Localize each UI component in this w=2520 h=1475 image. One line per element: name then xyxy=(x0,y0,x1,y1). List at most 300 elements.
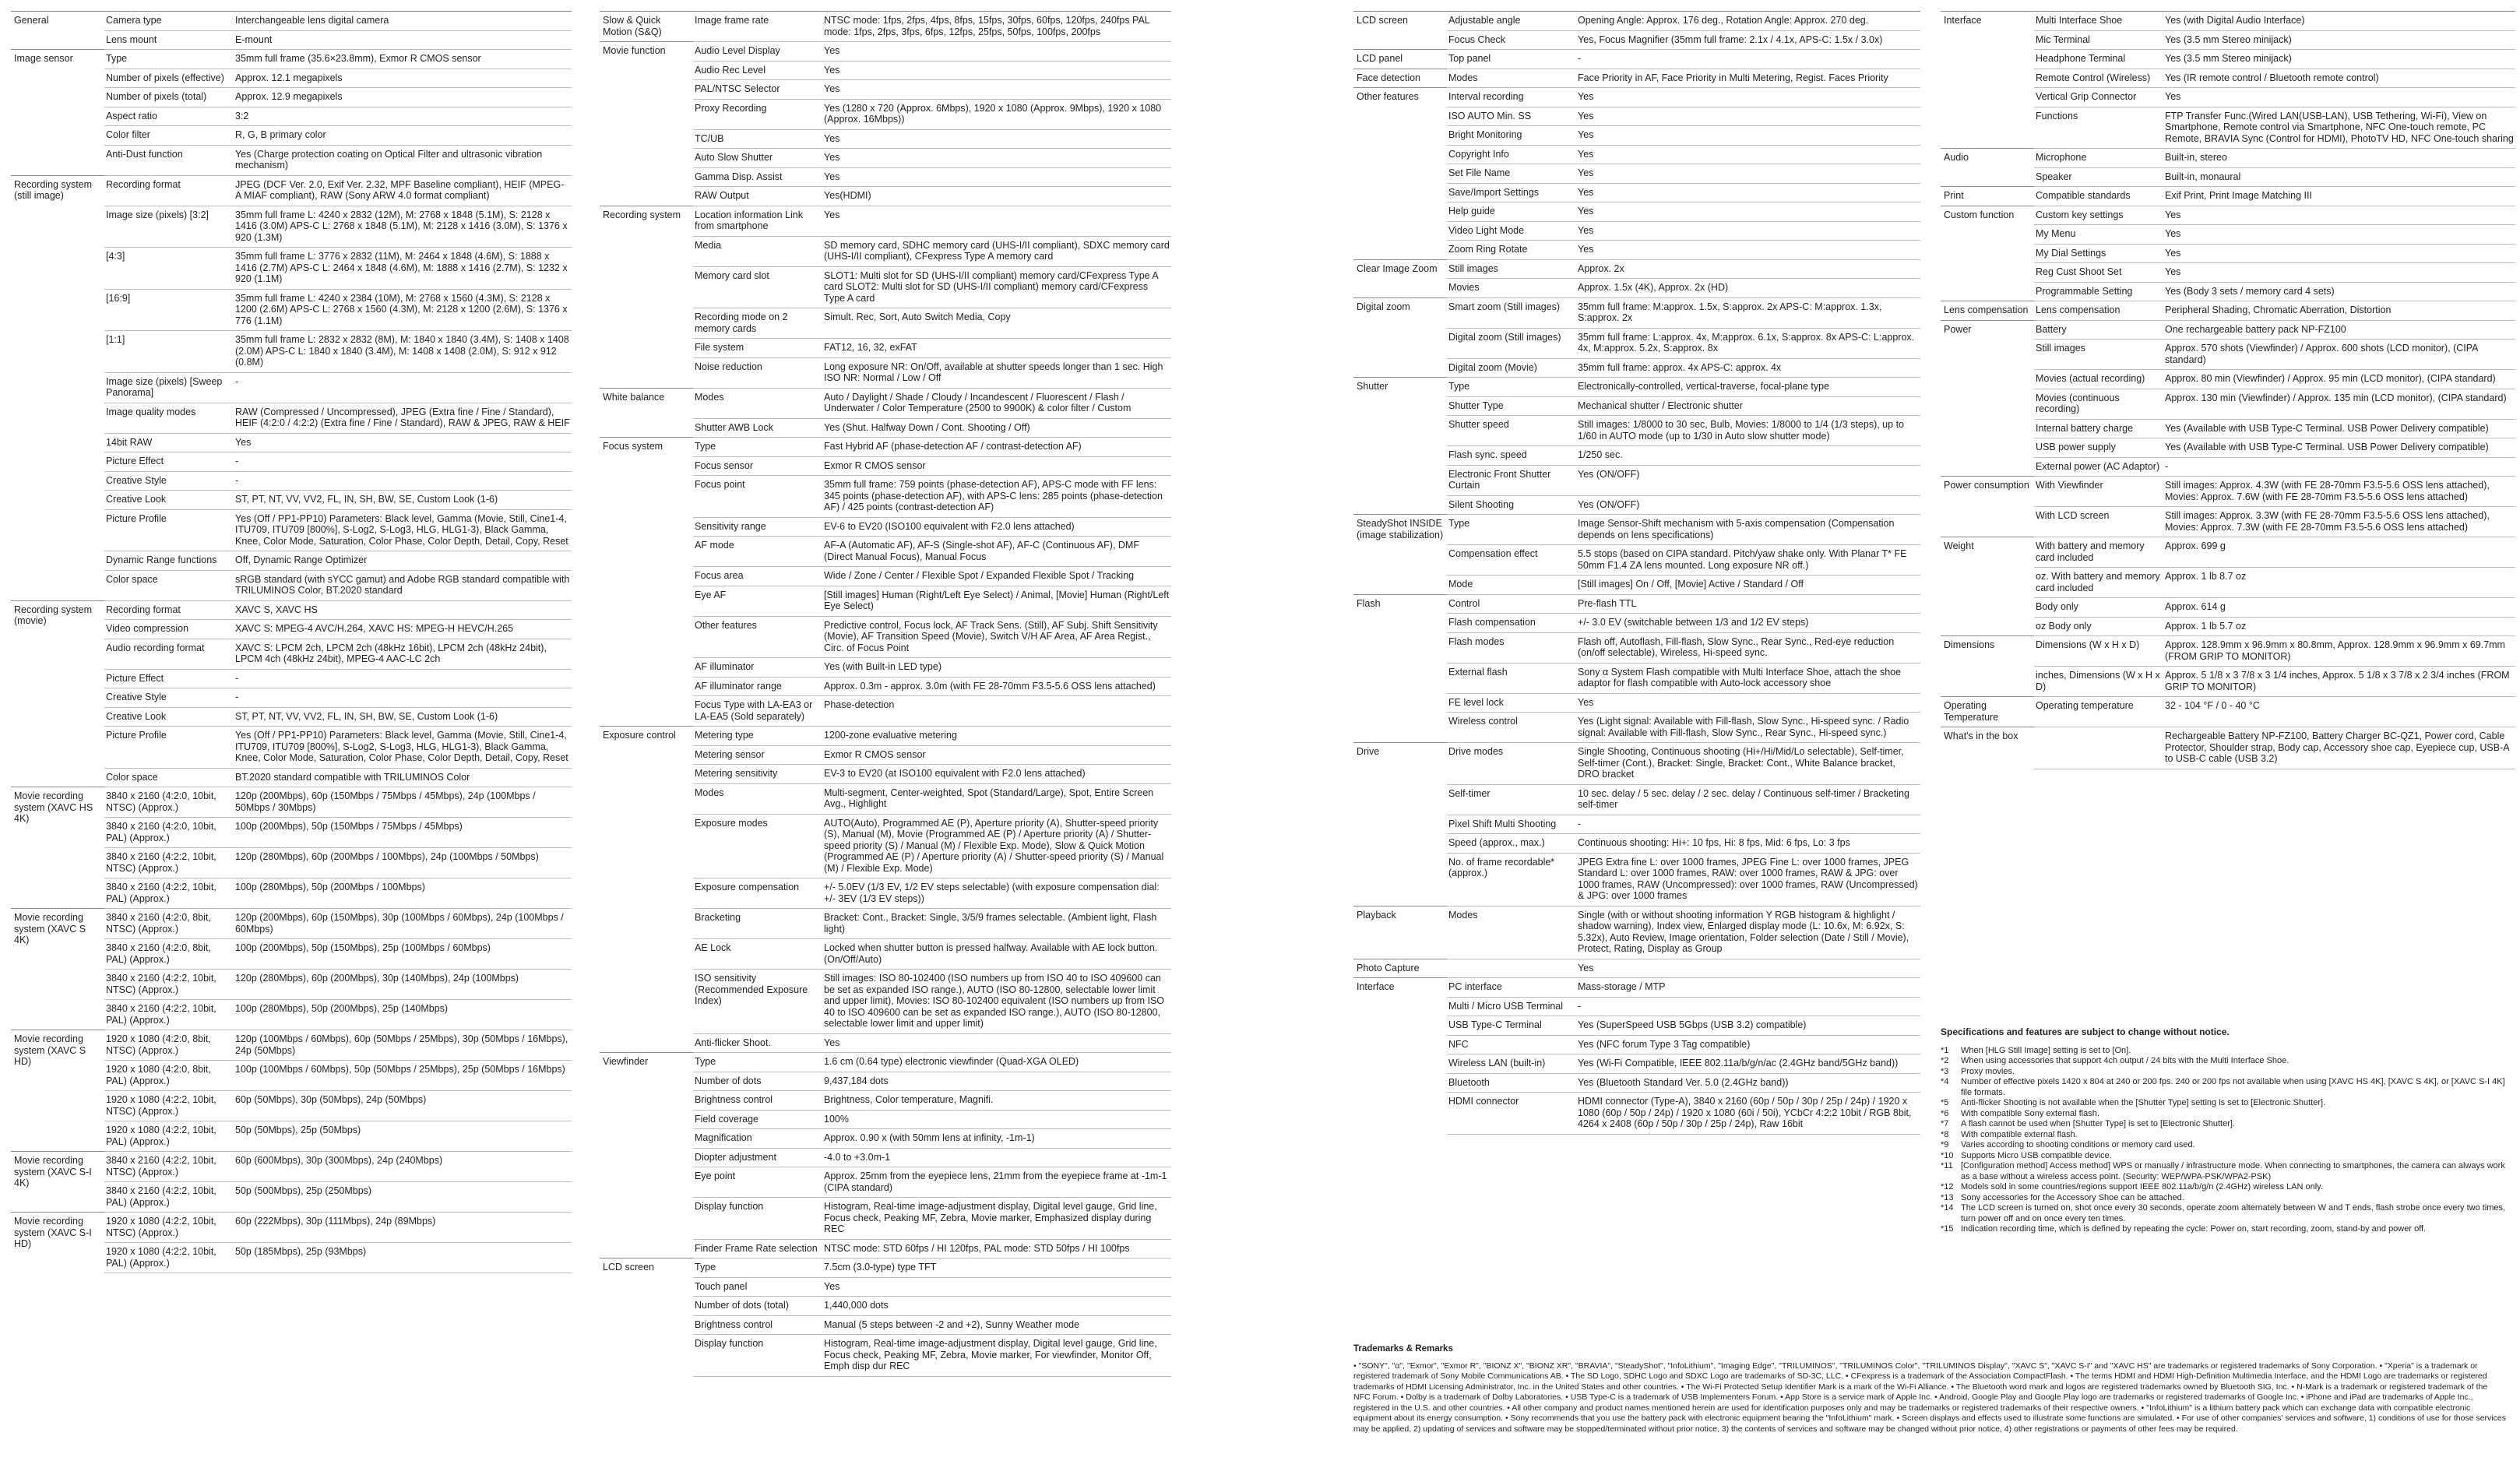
spec-item-label: Focus Type with LA-EA3 or LA-EA5 (Sold separately) xyxy=(693,696,822,727)
spec-item-value: Yes xyxy=(2163,88,2515,107)
footnote-text: Varies according to shooting conditions or memory card used. xyxy=(1961,1140,2195,1149)
spec-item-value: RAW (Compressed / Uncompressed), JPEG (Extra fine / Fine / Standard), HEIF (4:2:0 / 4:2:2) (Extra fine / Fine / Standard), RAW & JPEG, RAW & HEIF xyxy=(234,403,572,433)
spec-item-value: Approx. 128.9mm x 96.9mm x 80.8mm, Approx. 128.9mm x 96.9mm x 69.7mm (FROM GRIP TO MONITOR) xyxy=(2163,636,2515,667)
spec-category: Print xyxy=(1941,187,2034,206)
spec-item-label xyxy=(2034,727,2163,769)
footnote-text: Number of effective pixels 1420 x 804 at 240 or 200 fps. 240 or 200 fps not available when using [XAVC HS 4K], [XAVC S 4K], or [XAVC S-I 4K] file formats. xyxy=(1961,1077,2505,1097)
spec-item-label: Copyright Info xyxy=(1447,145,1576,164)
footnote xyxy=(1941,1119,2515,1130)
spec-item-label: Creative Look xyxy=(104,491,234,510)
spec-row xyxy=(11,12,572,31)
spec-item-label: Exposure modes xyxy=(693,814,822,878)
spec-row xyxy=(1941,697,2515,727)
spec-item-label: Modes xyxy=(693,388,822,418)
spec-item-label: 1920 x 1080 (4:2:2, 10bit, PAL) (Approx.) xyxy=(104,1243,234,1273)
spec-item-label: Mode xyxy=(1447,576,1576,595)
spec-item-label: Electronic Front Shutter Curtain xyxy=(1447,465,1576,495)
spec-item-label: Type xyxy=(1447,378,1576,397)
spec-item-value: Approx. 2x xyxy=(1576,259,1920,279)
spec-item-label: External flash xyxy=(1447,663,1576,693)
spec-item-label: Battery xyxy=(2034,320,2163,340)
spec-item-value: Approx. 130 min (Viewfinder) / Approx. 135 min (LCD monitor), (CIPA standard) xyxy=(2163,389,2515,419)
spec-category: White balance xyxy=(600,388,693,438)
spec-item-value: Yes (Light signal: Available with Fill-flash, Slow Sync., Hi-speed sync. / Radio signal: Available with Fill-flash, Slow Sync., Rear Sync., Hi-speed sync.) xyxy=(1576,713,1920,743)
spec-item-label: Recording mode on 2 memory cards xyxy=(693,308,822,339)
spec-column-3 xyxy=(1353,11,1920,1135)
spec-category: Weight xyxy=(1941,537,2034,636)
footnote-text: Supports Micro USB compatible device. xyxy=(1961,1150,2112,1160)
spec-item-label: Mic Terminal xyxy=(2034,30,2163,50)
spec-item-value: +/- 5.0EV (1/3 EV, 1/2 EV steps selectable) (with exposure compensation dial: +/- 3EV (1/3 EV steps)) xyxy=(822,878,1171,909)
spec-item-value: - xyxy=(1576,997,1920,1016)
spec-item-value: Approx. 12.1 megapixels xyxy=(234,69,572,88)
spec-item-label: Smart zoom (Still images) xyxy=(1447,297,1576,328)
spec-item-label: Interval recording xyxy=(1447,88,1576,107)
spec-item-label: Lens compensation xyxy=(2034,301,2163,321)
spec-item-label: My Dial Settings xyxy=(2034,244,2163,263)
spec-row xyxy=(1353,12,1920,31)
spec-item-label: 3840 x 2160 (4:2:0, 10bit, PAL) (Approx.) xyxy=(104,818,234,848)
spec-item-value: 120p (100Mbps / 60Mbps), 60p (50Mbps / 25Mbps), 30p (50Mbps / 16Mbps), 24p (50Mbps) xyxy=(234,1030,572,1061)
spec-item-value: NTSC mode: 1fps, 2fps, 4fps, 8fps, 15fps, 30fps, 60fps, 120fps, 240fps PAL mode: 1fps, 2fps, 3fps, 6fps, 12fps, 25fps, 50fps, 100fps, 200fps xyxy=(822,12,1171,42)
spec-item-value: Yes xyxy=(1576,145,1920,164)
spec-item-label: Metering sensitivity xyxy=(693,765,822,784)
spec-item-value: 100p (280Mbps), 50p (200Mbps), 25p (140Mbps) xyxy=(234,1000,572,1030)
spec-item-label: TC/UB xyxy=(693,129,822,149)
spec-row xyxy=(1941,727,2515,769)
footnote-text: Proxy movies. xyxy=(1961,1066,2015,1076)
spec-category: LCD screen xyxy=(1353,12,1447,50)
spec-item-value: 60p (222Mbps), 30p (111Mbps), 24p (89Mbps) xyxy=(234,1213,572,1243)
spec-item-value: Exmor R CMOS sensor xyxy=(822,745,1171,765)
spec-table xyxy=(600,11,1171,1377)
spec-item-label: Focus Check xyxy=(1447,30,1576,50)
spec-item-label: Diopter adjustment xyxy=(693,1148,822,1167)
spec-item-value: Off, Dynamic Range Optimizer xyxy=(234,551,572,571)
spec-item-value: Yes, Focus Magnifier (35mm full frame: 2.1x / 4.1x, APS-C: 1.5x / 3.0x) xyxy=(1576,30,1920,50)
footnote xyxy=(1941,1077,2515,1098)
spec-item-label: RAW Output xyxy=(693,187,822,206)
spec-row xyxy=(1353,959,1920,978)
spec-item-value: Built-in, stereo xyxy=(2163,149,2515,168)
spec-item-label: Finder Frame Rate selection xyxy=(693,1239,822,1259)
spec-item-label: Functions xyxy=(2034,107,2163,149)
trademarks-text: • "SONY", "α", "Exmor", "Exmor R", "BIONZ X", "BIONZ XR", "BRAVIA", "SteadyShot", "InfoLithium", "Imaging Edge", "TRILUMINOS", "TRILUMINOS Color", "TRILUMINOS Display", "XAVC S", "XAVC S-I" and "XAVC HS" are trademarks or registered trademarks of Sony Corporation. • "Xperia" is a trademark or registered trademark of Sony Mobile Communications AB. • The SD Logo, SDHC Logo and SDXC Logo are trademarks of SD-3C, LLC. • CFexpress is a trademark of the Association CompactFlash. • The terms HDMI and HDMI High-Definition Multimedia Interface, and the HDMI Logo are trademarks or registered trademarks of HDMI Licensing Administrator, Inc. in the United States and other countries. • The Wi-Fi Protected Setup Identifier Mark is a mark of the Wi-Fi Alliance. • The Bluetooth word mark and logos are registered trademarks owned by Bluetooth SIG, Inc. • N-Mark is a trademark or registered trademark of the NFC Forum. • Dolby is a trademark of Dolby Laboratories. • USB Type-C is a trademark of USB Implementers Forum. • App Store is a service mark of Apple Inc. • Android, Google Play and Google Play logo are trademarks or registered trademarks of Google Inc. • iPhone and iPad are trademarks of Apple Inc., registered in the U.S. and other countries. • All other company and product names mentioned herein are used for identification purposes only and may be trademarks or registered trademarks of their respective owners. • "InfoLithium" is a lithium battery pack which can exchange data with compatible electronic equipment about its energy consumption. • Sony recommends that you use the battery pack with electronic equipment bearing the "InfoLithium" mark. • Screen displays and effects used to illustrate some functions are simulated. • For use of other companies' services and software, 1) conditions of use for those services may be applied, 2) updating of services and software may be stopped/terminated without prior notice, 3) the contents of services and software may be changed without prior notice, 4) other registrations or payments of other fees may be required. xyxy=(1353,1361,2506,1434)
spec-item-label: Body only xyxy=(2034,598,2163,618)
spec-item-value: 1,440,000 dots xyxy=(822,1297,1171,1316)
spec-category: Power consumption xyxy=(1941,477,2034,537)
spec-item-value: 10 sec. delay / 5 sec. delay / 2 sec. delay / Continuous self-timer / Bracketing self-timer xyxy=(1576,784,1920,815)
spec-item-value: One rechargeable battery pack NP-FZ100 xyxy=(2163,320,2515,340)
spec-item-label: ISO sensitivity (Recommended Exposure Index) xyxy=(693,970,822,1034)
spec-item-label: 3840 x 2160 (4:2:2, 10bit, PAL) (Approx.) xyxy=(104,878,234,909)
spec-row xyxy=(1353,50,1920,69)
spec-item-label: Creative Style xyxy=(104,471,234,491)
spec-item-label: With LCD screen xyxy=(2034,507,2163,537)
spec-item-label: 3840 x 2160 (4:2:0, 8bit, PAL) (Approx.) xyxy=(104,939,234,970)
footnote xyxy=(1941,1130,2515,1141)
spec-item-value: Approx. 1 lb 8.7 oz xyxy=(2163,568,2515,598)
footnote-number: *13 xyxy=(1941,1192,1954,1202)
spec-item-label: Magnification xyxy=(693,1129,822,1149)
spec-item-value: Yes (Off / PP1-PP10) Parameters: Black level, Gamma (Movie, Still, Cine1-4, ITU709, ITU709 [800%], S-Log2, S-Log3, HLG, HLG1-3), Black Gamma, Knee, Color Mode, Saturation, Color Phase, Color Depth, Detail, Copy, Reset xyxy=(234,509,572,551)
spec-item-value: Yes (Available with USB Type-C Terminal. USB Power Delivery compatible) xyxy=(2163,438,2515,458)
spec-item-value: - xyxy=(1576,50,1920,69)
spec-item-label: Shutter AWB Lock xyxy=(693,418,822,438)
spec-item-value: Single (with or without shooting information Y RGB histogram & highlight / shadow warning), Index view, Enlarged display mode (L: 10.6x, M: 6.92x, S: 5.32x), Auto Review, Image orientation, Folder selection (Date / Still / Movie), Protect, Rating, Display as Group xyxy=(1576,906,1920,959)
spec-row xyxy=(600,206,1171,236)
spec-item-label: 3840 x 2160 (4:2:2, 10bit, PAL) (Approx.) xyxy=(104,1000,234,1030)
spec-item-label: Lens mount xyxy=(104,30,234,50)
spec-item-label: Multi / Micro USB Terminal xyxy=(1447,997,1576,1016)
spec-item-label: Picture Effect xyxy=(104,669,234,688)
spec-item-value: 60p (600Mbps), 30p (300Mbps), 24p (240Mbps) xyxy=(234,1152,572,1182)
spec-item-value: Approx. 12.9 megapixels xyxy=(234,88,572,107)
spec-item-label: Creative Style xyxy=(104,688,234,708)
spec-item-value: Histogram, Real-time image-adjustment display, Digital level gauge, Grid line, Focus check, Peaking MF, Zebra, Movie marker, Emphasized display during REC xyxy=(822,1198,1171,1240)
spec-item-value: Yes xyxy=(1576,107,1920,126)
spec-row xyxy=(1941,636,2515,667)
spec-item-value: Simult. Rec, Sort, Auto Switch Media, Copy xyxy=(822,308,1171,339)
spec-category: LCD screen xyxy=(600,1259,693,1377)
spec-item-value: FAT12, 16, 32, exFAT xyxy=(822,339,1171,358)
spec-item-value: - xyxy=(234,471,572,491)
spec-item-label: [1:1] xyxy=(104,331,234,373)
spec-item-value: HDMI connector (Type-A), 3840 x 2160 (60p / 50p / 30p / 25p / 24p) / 1920 x 1080 (60p / 50p / 24p) / 1920 x 1080 (60i / 50i), YCbCr 4:2:2 10bit / RGB 8bit, 4264 x 2408 (60p / 50p / 30p / 25p / 24p), Raw 16bit xyxy=(1576,1093,1920,1135)
spec-item-label: Movies (continuous recording) xyxy=(2034,389,2163,419)
footnote xyxy=(1941,1161,2515,1182)
spec-item-label: Operating temperature xyxy=(2034,697,2163,727)
spec-item-label: Number of pixels (total) xyxy=(104,88,234,107)
spec-item-label: Control xyxy=(1447,594,1576,614)
spec-item-label: Picture Profile xyxy=(104,509,234,551)
spec-item-label: HDMI connector xyxy=(1447,1093,1576,1135)
spec-item-value: 60p (50Mbps), 30p (50Mbps), 24p (50Mbps) xyxy=(234,1091,572,1121)
spec-item-value: Approx. 1 lb 5.7 oz xyxy=(2163,617,2515,636)
spec-row xyxy=(600,388,1171,418)
spec-row xyxy=(1353,515,1920,545)
spec-item-label: Vertical Grip Connector xyxy=(2034,88,2163,107)
spec-item-label: oz. With battery and memory card included xyxy=(2034,568,2163,598)
spec-item-value: JPEG (DCF Ver. 2.0, Exif Ver. 2.32, MPF Baseline compliant), HEIF (MPEG-A MIAF compliant), RAW (Sony ARW 4.0 format compliant) xyxy=(234,175,572,206)
spec-category: Focus system xyxy=(600,438,693,727)
spec-item-value: XAVC S: MPEG-4 AVC/H.264, XAVC HS: MPEG-H HEVC/H.265 xyxy=(234,620,572,639)
spec-row xyxy=(600,727,1171,746)
spec-item-label: Camera type xyxy=(104,12,234,31)
spec-category: Exposure control xyxy=(600,727,693,1053)
spec-item-value: Phase-detection xyxy=(822,696,1171,727)
spec-item-label: Custom key settings xyxy=(2034,206,2163,225)
spec-item-value: Yes (1280 x 720 (Approx. 6Mbps), 1920 x 1080 (Approx. 9Mbps), 1920 x 1080 (Approx. 16Mbps)) xyxy=(822,99,1171,129)
spec-category: Photo Capture xyxy=(1353,959,1447,978)
spec-row xyxy=(1941,12,2515,31)
spec-item-label: Video compression xyxy=(104,620,234,639)
spec-item-label: Headphone Terminal xyxy=(2034,50,2163,69)
spec-item-label: Movies (actual recording) xyxy=(2034,370,2163,389)
spec-category: Movie recording system (XAVC S HD) xyxy=(11,1030,104,1152)
spec-item-value: Yes xyxy=(2163,206,2515,225)
footnote-number: *11 xyxy=(1941,1161,1953,1170)
spec-item-label: Type xyxy=(104,50,234,69)
spec-item-value: Yes (ON/OFF) xyxy=(1576,495,1920,515)
spec-item-value: SLOT1: Multi slot for SD (UHS-I/II compliant) memory card/CFexpress Type A card SLOT2: Multi slot for SD (UHS-I/II compliant) memory card/CFexpress Type A card xyxy=(822,266,1171,308)
spec-column-1 xyxy=(11,11,572,1273)
spec-item-label: Zoom Ring Rotate xyxy=(1447,241,1576,260)
spec-item-label: Display function xyxy=(693,1198,822,1240)
spec-item-value: - xyxy=(234,688,572,708)
spec-item-value: ST, PT, NT, VV, VV2, FL, IN, SH, BW, SE, Custom Look (1-6) xyxy=(234,707,572,727)
spec-item-value: Yes (NFC forum Type 3 Tag compatible) xyxy=(1576,1035,1920,1054)
spec-item-value: 120p (280Mbps), 60p (200Mbps / 100Mbps), 24p (100Mbps / 50Mbps) xyxy=(234,848,572,878)
spec-item-label: Internal battery charge xyxy=(2034,419,2163,438)
spec-item-label: PAL/NTSC Selector xyxy=(693,80,822,100)
spec-item-value: Yes xyxy=(822,1277,1171,1297)
spec-category: Flash xyxy=(1353,594,1447,743)
spec-item-label: Brightness control xyxy=(693,1315,822,1335)
spec-item-value: XAVC S, XAVC HS xyxy=(234,600,572,620)
spec-item-label: Speed (approx., max.) xyxy=(1447,834,1576,854)
spec-item-value: Yes xyxy=(822,167,1171,187)
spec-category: Recording system xyxy=(600,206,693,388)
spec-item-value: XAVC S: LPCM 2ch, LPCM 2ch (48kHz 16bit), LPCM 2ch (48kHz 24bit), LPCM 4ch (48kHz 24bit), MPEG-4 AAC-LC 2ch xyxy=(234,639,572,669)
spec-category: Power xyxy=(1941,320,2034,477)
spec-item-value: Yes xyxy=(1576,221,1920,241)
spec-item-value: 120p (200Mbps), 60p (150Mbps / 75Mbps / 45Mbps), 24p (100Mbps / 50Mbps / 30Mbps) xyxy=(234,787,572,818)
spec-item-label: Bracketing xyxy=(693,909,822,939)
footnote-number: *3 xyxy=(1941,1066,1949,1076)
spec-row xyxy=(1941,537,2515,568)
spec-item-label: Number of dots (total) xyxy=(693,1297,822,1316)
spec-item-value: Yes (3.5 mm Stereo minijack) xyxy=(2163,30,2515,50)
spec-item-label: Recording format xyxy=(104,600,234,620)
spec-item-value: - xyxy=(234,669,572,688)
spec-item-label: Programmable Setting xyxy=(2034,282,2163,301)
footnote-number: *14 xyxy=(1941,1203,1954,1213)
spec-item-label: Field coverage xyxy=(693,1110,822,1129)
spec-item-value: - xyxy=(1576,815,1920,834)
spec-item-label: Speaker xyxy=(2034,167,2163,187)
footnote-text: When using accessories that support 4ch output / 24 bits with the Multi Interface Shoe. xyxy=(1961,1056,2289,1065)
spec-item-label: No. of frame recordable* (approx.) xyxy=(1447,853,1576,906)
footnote-number: *2 xyxy=(1941,1056,1949,1065)
spec-item-label: Exposure compensation xyxy=(693,878,822,909)
spec-item-label: Metering sensor xyxy=(693,745,822,765)
spec-row xyxy=(11,1030,572,1061)
spec-item-value: 35mm full frame L: 4240 x 2832 (12M), M: 2768 x 1848 (5.1M), S: 2128 x 1416 (3.0M) APS-C L: 2768 x 1848 (5.1M), M: 2128 x 1416 (3.0M), S: 1376 x 920 (1.3M) xyxy=(234,206,572,248)
spec-item-label: Other features xyxy=(693,616,822,658)
footnote-text: Indication recording time, which is defined by repeating the cycle: Power on, start recording, zoom, stand-by and power off. xyxy=(1961,1224,2427,1234)
spec-item-value: 35mm full frame: approx. 4x APS-C: approx. 4x xyxy=(1576,358,1920,378)
spec-item-label: Anti-flicker Shoot. xyxy=(693,1033,822,1053)
spec-category: Lens compensation xyxy=(1941,301,2034,321)
trademarks-section xyxy=(1353,1344,2506,1435)
spec-item-value: EV-6 to EV20 (ISO100 equivalent with F2.0 lens attached) xyxy=(822,517,1171,537)
footnote-number: *4 xyxy=(1941,1077,1949,1086)
spec-item-value: Yes (with Digital Audio Interface) xyxy=(2163,12,2515,31)
spec-category: Movie function xyxy=(600,42,693,206)
spec-item-label: With Viewfinder xyxy=(2034,477,2163,507)
spec-item-value: 120p (200Mbps), 60p (150Mbps), 30p (100Mbps / 60Mbps), 24p (100Mbps / 60Mbps) xyxy=(234,909,572,939)
spec-category: Clear Image Zoom xyxy=(1353,259,1447,297)
spec-item-label: Anti-Dust function xyxy=(104,145,234,175)
spec-item-value: 50p (185Mbps), 25p (93Mbps) xyxy=(234,1243,572,1273)
spec-item-label: Type xyxy=(1447,515,1576,545)
spec-item-value: 100p (200Mbps), 50p (150Mbps), 25p (100Mbps / 60Mbps) xyxy=(234,939,572,970)
spec-item-value: Peripheral Shading, Chromatic Aberration, Distortion xyxy=(2163,301,2515,321)
footnote-number: *8 xyxy=(1941,1129,1949,1139)
spec-item-label: 3840 x 2160 (4:2:2, 10bit, PAL) (Approx.) xyxy=(104,1182,234,1213)
spec-item-value: Mechanical shutter / Electronic shutter xyxy=(1576,396,1920,416)
spec-item-value: Yes xyxy=(2163,225,2515,245)
spec-row xyxy=(11,1152,572,1182)
spec-row xyxy=(1353,297,1920,328)
spec-item-value: Fast Hybrid AF (phase-detection AF / contrast-detection AF) xyxy=(822,438,1171,457)
spec-item-label: Wireless LAN (built-in) xyxy=(1447,1054,1576,1074)
spec-category: Digital zoom xyxy=(1353,297,1447,378)
spec-item-value: Approx. 1.5x (4K), Approx. 2x (HD) xyxy=(1576,279,1920,298)
spec-item-value: 35mm full frame L: 2832 x 2832 (8M), M: 1840 x 1840 (3.4M), S: 1408 x 1408 (2.0M) APS-C L: 1840 x 1840 (3.4M), M: 1408 x 1408 (2.0M), S: 912 x 912 (0.8M) xyxy=(234,331,572,373)
spec-item-label: 3840 x 2160 (4:2:2, 10bit, NTSC) (Approx.) xyxy=(104,848,234,878)
spec-item-label: Flash sync. speed xyxy=(1447,446,1576,466)
spec-item-label: Gamma Disp. Assist xyxy=(693,167,822,187)
footnote-text: When [HLG Still Image] setting is set to [On]. xyxy=(1961,1045,2131,1055)
footnote xyxy=(1941,1151,2515,1162)
spec-row xyxy=(1941,149,2515,168)
spec-item-value: Locked when shutter button is pressed halfway. Available with AE lock button. (On/Off/Auto) xyxy=(822,939,1171,970)
footnote-number: *7 xyxy=(1941,1119,1949,1128)
spec-item-label: [16:9] xyxy=(104,289,234,331)
spec-item-label: Focus area xyxy=(693,567,822,586)
spec-item-label: Modes xyxy=(1447,906,1576,959)
spec-item-value: Yes xyxy=(1576,241,1920,260)
spec-item-value: [Still images] Human (Right/Left Eye Select) / Animal, [Movie] Human (Right/Left Eye Select) xyxy=(822,586,1171,616)
footnote xyxy=(1941,1109,2515,1120)
notes-title: Specifications and features are subject to change without notice. xyxy=(1941,1026,2230,1037)
spec-item-label: 1920 x 1080 (4:2:0, 8bit, NTSC) (Approx.) xyxy=(104,1030,234,1061)
spec-item-label: Remote Control (Wireless) xyxy=(2034,69,2163,88)
footnote xyxy=(1941,1067,2515,1078)
spec-item-label: Still images xyxy=(2034,340,2163,370)
spec-table xyxy=(11,11,572,1273)
spec-item-label: Memory card slot xyxy=(693,266,822,308)
spec-item-value: 9,437,184 dots xyxy=(822,1072,1171,1091)
spec-item-label: Picture Effect xyxy=(104,452,234,472)
spec-item-value: AUTO(Auto), Programmed AE (P), Aperture priority (A), Shutter-speed priority (S), Manual (M), Movie (Programmed AE (P) / Aperture priority (A) / Shutter-speed priority (S) / Manual (M) / Flexible Exp. Mode), Slow & Quick Motion (Programmed AE (P) / Aperture priority (A) / Shutter-speed priority (S) / Manual (M) / Flexible Exp. Mode) xyxy=(822,814,1171,878)
spec-item-label: Dimensions (W x H x D) xyxy=(2034,636,2163,667)
spec-item-label: Noise reduction xyxy=(693,357,822,388)
spec-item-value: - xyxy=(2163,457,2515,477)
spec-item-value: Approx. 699 g xyxy=(2163,537,2515,568)
spec-item-label: USB power supply xyxy=(2034,438,2163,458)
spec-item-label: Set File Name xyxy=(1447,164,1576,184)
footnote-number: *15 xyxy=(1941,1224,1954,1234)
spec-item-value: Yes (Shut. Halfway Down / Cont. Shooting / Off) xyxy=(822,418,1171,438)
spec-item-value: Yes(HDMI) xyxy=(822,187,1171,206)
spec-item-label: Pixel Shift Multi Shooting xyxy=(1447,815,1576,834)
spec-item-value: Yes (Available with USB Type-C Terminal. USB Power Delivery compatible) xyxy=(2163,419,2515,438)
spec-item-label: Number of pixels (effective) xyxy=(104,69,234,88)
spec-category: Movie recording system (XAVC S-I 4K) xyxy=(11,1152,104,1213)
spec-item-label: 3840 x 2160 (4:2:0, 10bit, NTSC) (Approx.) xyxy=(104,787,234,818)
spec-row xyxy=(1941,477,2515,507)
spec-item-value: Long exposure NR: On/Off, available at shutter speeds longer than 1 sec. High ISO NR: Normal / Low / Off xyxy=(822,357,1171,388)
spec-item-value: Face Priority in AF, Face Priority in Multi Metering, Regist. Faces Priority xyxy=(1576,69,1920,88)
spec-item-value: Yes xyxy=(822,1033,1171,1053)
spec-item-label: Metering type xyxy=(693,727,822,746)
spec-item-label: PC interface xyxy=(1447,978,1576,998)
spec-item-value: Still images: 1/8000 to 30 sec, Bulb, Movies: 1/8000 to 1/4 (1/3 steps), up to 1/60 in AUTO mode (up to 1/30 in Auto slow shutter mode) xyxy=(1576,416,1920,446)
spec-row xyxy=(600,1053,1171,1072)
spec-item-value: Approx. 80 min (Viewfinder) / Approx. 95 min (LCD monitor), (CIPA standard) xyxy=(2163,370,2515,389)
spec-item-value: Flash off, Autoflash, Fill-flash, Slow Sync., Rear Sync., Red-eye reduction (on/off selectable), Wireless, Hi-speed sync. xyxy=(1576,632,1920,663)
spec-item-value: Yes xyxy=(234,433,572,452)
footnote-number: *12 xyxy=(1941,1182,1954,1192)
spec-item-value: Approx. 614 g xyxy=(2163,598,2515,618)
spec-item-value: Yes xyxy=(822,129,1171,149)
spec-item-label: Image size (pixels) [3:2] xyxy=(104,206,234,248)
spec-item-value: Yes xyxy=(1576,202,1920,222)
spec-row xyxy=(1941,206,2515,225)
footnote-text: A flash cannot be used when [Shutter Type] is set to [Electronic Shutter]. xyxy=(1961,1119,2235,1128)
spec-row xyxy=(600,438,1171,457)
spec-item-value: Exif Print, Print Image Matching III xyxy=(2163,187,2515,206)
footnote-number: *6 xyxy=(1941,1108,1949,1118)
spec-item-label: oz Body only xyxy=(2034,617,2163,636)
spec-item-label: Audio Level Display xyxy=(693,42,822,62)
spec-item-label: Auto Slow Shutter xyxy=(693,149,822,168)
spec-item-label: Location information Link from smartphone xyxy=(693,206,822,236)
spec-item-value: 32 - 104 °F / 0 - 40 °C xyxy=(2163,697,2515,727)
spec-item-label: Brightness control xyxy=(693,1091,822,1111)
spec-item-label: FE level lock xyxy=(1447,693,1576,713)
spec-item-label: Proxy Recording xyxy=(693,99,822,129)
spec-item-value: Yes (SuperSpeed USB 5Gbps (USB 3.2) compatible) xyxy=(1576,1016,1920,1036)
spec-item-value: Opening Angle: Approx. 176 deg., Rotation Angle: Approx. 270 deg. xyxy=(1576,12,1920,31)
spec-item-label: Top panel xyxy=(1447,50,1576,69)
spec-item-label: Focus point xyxy=(693,476,822,518)
spec-category: LCD panel xyxy=(1353,50,1447,69)
spec-row xyxy=(11,787,572,818)
spec-row xyxy=(600,1259,1171,1278)
spec-item-value: Built-in, monaural xyxy=(2163,167,2515,187)
spec-item-value: 7.5cm (3.0-type) type TFT xyxy=(822,1259,1171,1278)
spec-row xyxy=(11,909,572,939)
spec-item-label: Flash modes xyxy=(1447,632,1576,663)
spec-row xyxy=(11,50,572,69)
spec-item-label: AF illuminator xyxy=(693,658,822,678)
spec-item-value: 35mm full frame L: 3776 x 2832 (11M), M: 2464 x 1848 (4.6M), S: 1888 x 1416 (2.7M) APS-C L: 2464 x 1848 (4.6M), M: 1888 x 1416 (2.7M), S: 1232 x 920 (1.1M) xyxy=(234,248,572,290)
spec-item-label: Eye point xyxy=(693,1167,822,1198)
spec-item-label: Modes xyxy=(1447,69,1576,88)
footnote-text: With compatible Sony external flash. xyxy=(1961,1108,2099,1118)
spec-row xyxy=(600,12,1171,42)
spec-item-value: Yes xyxy=(1576,693,1920,713)
spec-category: Dimensions xyxy=(1941,636,2034,697)
spec-item-label: NFC xyxy=(1447,1035,1576,1054)
spec-category: What's in the box xyxy=(1941,727,2034,769)
spec-item-label: 1920 x 1080 (4:2:0, 8bit, PAL) (Approx.) xyxy=(104,1061,234,1091)
spec-category: Movie recording system (XAVC S 4K) xyxy=(11,909,104,1030)
spec-item-label: Digital zoom (Movie) xyxy=(1447,358,1576,378)
spec-category: Audio xyxy=(1941,149,2034,187)
spec-category: Playback xyxy=(1353,906,1447,959)
spec-item-label: 1920 x 1080 (4:2:2, 10bit, PAL) (Approx.) xyxy=(104,1121,234,1152)
spec-item-value: Single Shooting, Continuous shooting (Hi+/Hi/Mid/Lo selectable), Self-timer, Self-timer (Cont.), Bracket: Single, Bracket: Cont., White Balance bracket, DRO bracket xyxy=(1576,743,1920,785)
footnote-number: *1 xyxy=(1941,1045,1949,1055)
footnote xyxy=(1941,1203,2515,1224)
spec-item-label: inches, Dimensions (W x H x D) xyxy=(2034,667,2163,697)
spec-item-value: FTP Transfer Func.(Wired LAN(USB-LAN), USB Tethering, Wi-Fi), View on Smartphone, Remote control via Smartphone, NFC One-touch remote, PC Remote, BRAVIA Sync (Control for HDMI), PhotoTV HD, NFC One-touch sharing xyxy=(2163,107,2515,149)
